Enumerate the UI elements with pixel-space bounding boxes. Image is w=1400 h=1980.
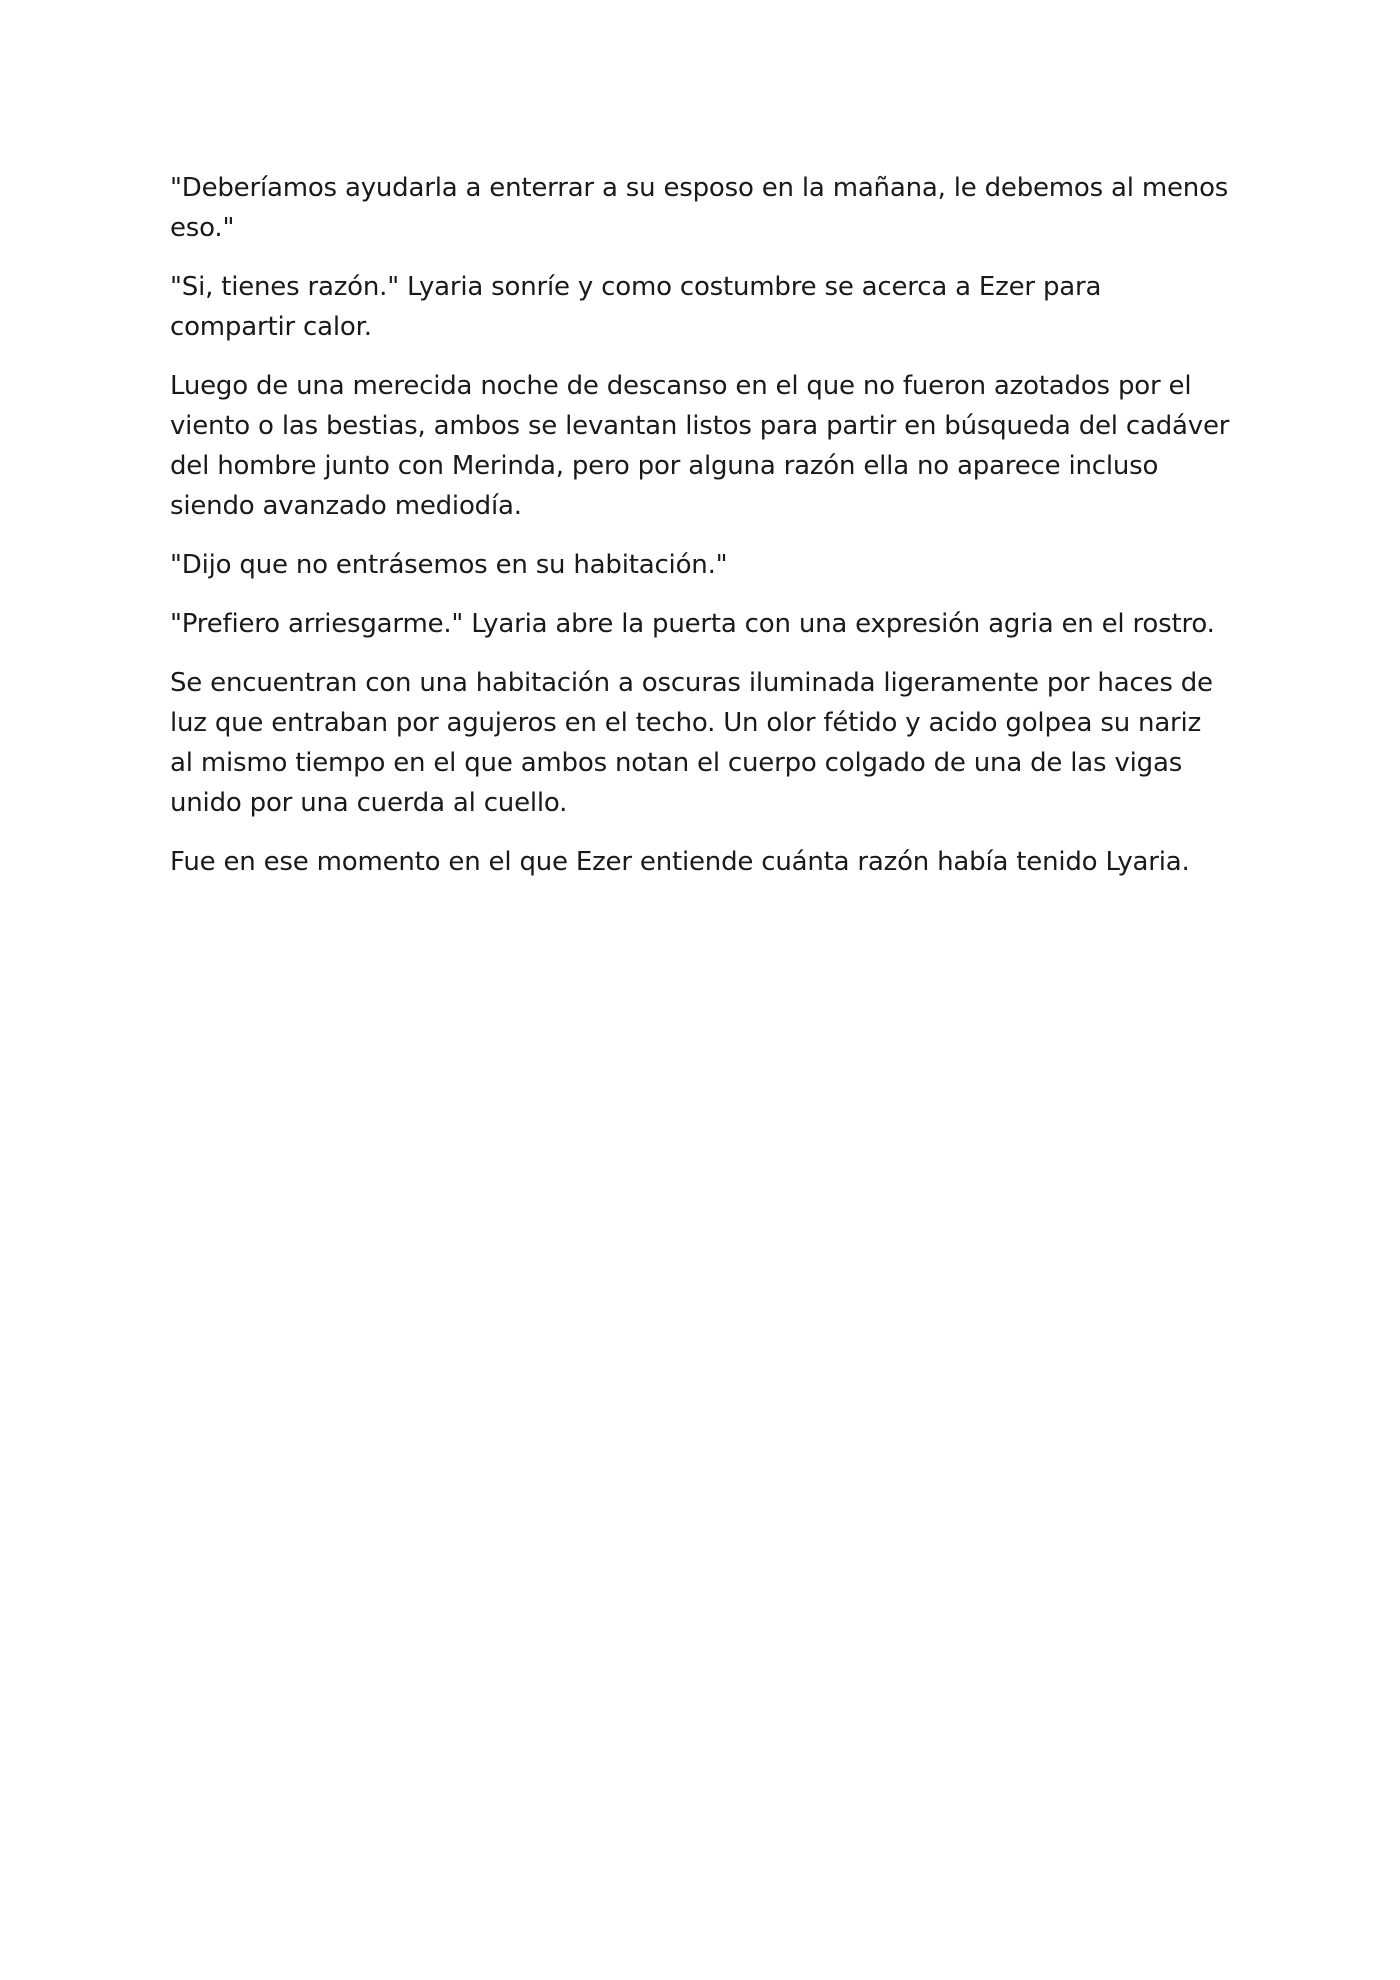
paragraph: Se encuentran con una habitación a oscuras iluminada ligeramente por haces de luz que entraban por agujeros en el techo. Un olor fétido y acido golpea su nariz al mismo tiempo en el que ambos notan el cuerpo colgado de una de las vigas unido por una cuerda al cuello. (170, 668, 1213, 818)
paragraph: "Si, tienes razón." Lyaria sonríe y como costumbre se acerca a Ezer para compartir calor. (170, 272, 1102, 342)
paragraph: Fue en ese momento en el que Ezer entiende cuánta razón había tenido Lyaria. (170, 847, 1190, 877)
paragraph: "Deberíamos ayudarla a enterrar a su esposo en la mañana, le debemos al menos eso." (170, 173, 1229, 243)
document-body (170, 168, 1230, 901)
paragraph: "Dijo que no entrásemos en su habitación." (170, 550, 728, 580)
paragraph: "Prefiero arriesgarme." Lyaria abre la puerta con una expresión agria en el rostro. (170, 609, 1215, 639)
paragraph: Luego de una merecida noche de descanso en el que no fueron azotados por el viento o las bestias, ambos se levantan listos para partir en búsqueda del cadáver del hombre junto con Merinda, pero por alguna razón ella no aparece incluso siendo avanzado mediodía. (170, 371, 1230, 521)
